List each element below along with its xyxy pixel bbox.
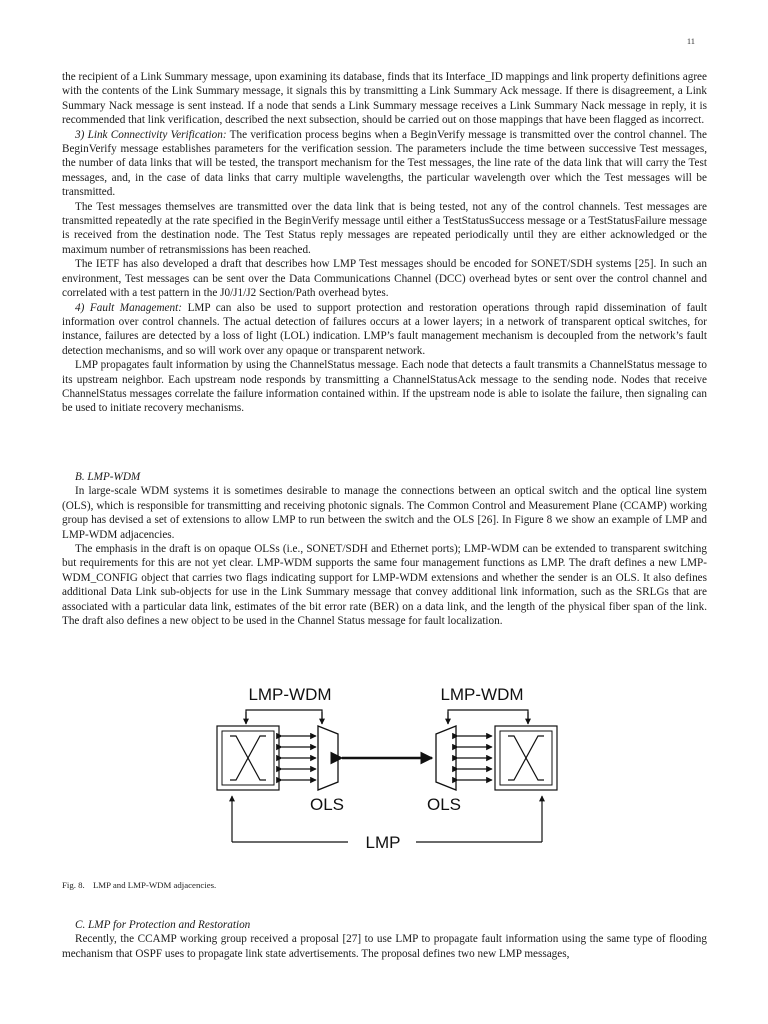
subsection-heading: 3) Link Connectivity Verification: [75, 128, 227, 141]
lmp-label: LMP [365, 833, 401, 852]
paragraph-text: LMP can also be used to support protection and restoration operations through rapid dissemination of fault information over control channels. The actual detection of failures occurs at a lower layers; in a network of transparent optical switches, for instance, failures are detected by a loss of light (LOL) indication. LMP’s fault management mechanism is decoupled from the network’s fault detection mechanisms, and so will work over any opaque or transparent network. [62, 301, 707, 357]
data-links-left [282, 736, 316, 780]
paragraph: the recipient of a Link Summary message, upon examining its database, finds that its Interface_ID mappings and link property definitions agree with the contents of the Link Summary message, it signals this by transmitting a Link Summary Ack message. If there is disagreement, a Link Summary Nack message is sent instead. If a node that sends a Link Summary message receives a Link Summary Nack message in reply, it is recommended that link verification, described the next subsection, should be carried out on those mappings that have been flagged as incorrect. [62, 71, 707, 127]
figure-caption [62, 880, 216, 890]
body-text-middle [62, 470, 707, 628]
optical-switch-right [495, 726, 557, 790]
caption-label: Fig. 8. [62, 880, 85, 890]
paragraph: In large-scale WDM systems it is sometimes desirable to manage the connections between an optical switch and the optical line system (OLS), which is responsible for transmitting and receiving photonic signals. The Common Control and Measurement Plane (CCAMP) working group has devised a set of extensions to allow LMP to run between the switch and the OLS [26]. In Figure 8 we show an example of LMP and LMP-WDM adjacencies. [62, 485, 707, 541]
paragraph: The IETF has also developed a draft that describes how LMP Test messages should be encoded for SONET/SDH systems [25]. In such an environment, Test messages can be sent over the Data Communications Channel (DCC) overhead bytes or sent over the control channel and correlated with a test pattern in the J0/J1/J2 Section/Path overhead bytes. [62, 258, 707, 300]
body-text-bottom [62, 918, 707, 961]
paragraph: The Test messages themselves are transmitted over the data link that is being tested, not any of the control channels. Test messages are transmitted repeatedly at the rate specified in the BeginVerify message until either a TestStatusSuccess message or a TestStatusFailure message is received from the destination node. The Test Status reply messages are repeated periodically until they are either acknowledged or the maximum number of retransmissions has been reached. [62, 200, 707, 256]
lmp-wdm-bracket-right [448, 710, 528, 724]
ols-mux-right [436, 726, 456, 790]
lmp-wdm-bracket-left [246, 710, 322, 724]
ols-label-left: OLS [309, 795, 345, 814]
paragraph [62, 301, 707, 359]
page-number: 11 [686, 36, 695, 46]
paragraph-text: The verification process begins when a BeginVerify message is transmitted over the control channel. The BeginVerify message establishes parameters for the verification session. The parameters include the time between successive Test messages, the number of data links that will be tested, the transport mechanism for the Test messages, the line rate of the data link that will carry the Test messages, and, in the case of data links that carry multiple wavelengths, the particular wavelength over which the Test messages will be transmitted. [62, 128, 707, 199]
section-heading-b: B. LMP-WDM [75, 471, 141, 483]
lmp-wdm-label-left: LMP-WDM [248, 685, 332, 704]
paragraph [62, 128, 707, 200]
body-text-top [62, 70, 707, 416]
caption-text: LMP and LMP-WDM adjacencies. [92, 880, 217, 890]
paragraph: The emphasis in the draft is on opaque OLSs (i.e., SONET/SDH and Ethernet ports); LMP-WDM can be extended to transparent switching but requirements for this are not yet clear. LMP-WDM supports the same four management functions as LMP. The draft defines a new LMP-WDM_CONFIG object that carries two flags indicating support for LMP-WDM extensions and whether the sender is an OLS. It also defines additional Data Link sub-objects for use in the Link Summary message that convey additional link information, such as the SRLGs that are associated with a particular data link, estimates of the bit error rate (BER) on a data link, and the length of the physical fiber span of the link. The draft also defines a new object to be used in the Channel Status message for fault localization. [62, 543, 707, 628]
paragraph: LMP propagates fault information by using the ChannelStatus message. Each node that detects a fault transmits a ChannelStatus message to its upstream neighbor. Each upstream node responds by transmitting a ChannelStatusAck message to the sending node. Nodes that receive ChannelStatus messages correlate the failure information contained within. If the upstream node is able to isolate the failure, then signaling can be used to initiate recovery mechanisms. [62, 359, 707, 415]
ols-mux-left [318, 726, 338, 790]
optical-switch-left [217, 726, 279, 790]
paragraph: Recently, the CCAMP working group received a proposal [27] to use LMP to propagate fault information using the same type of flooding mechanism that OSPF uses to propagate link state advertisements. The proposal defines two new LMP messages, [62, 933, 707, 960]
ols-label-right: OLS [426, 795, 462, 814]
lmp-wdm-label-right: LMP-WDM [440, 685, 524, 704]
data-links-right [458, 736, 492, 780]
figure-8-diagram [200, 676, 580, 856]
section-heading-c: C. LMP for Protection and Restoration [75, 919, 251, 931]
subsection-heading: 4) Fault Management: [75, 301, 182, 314]
